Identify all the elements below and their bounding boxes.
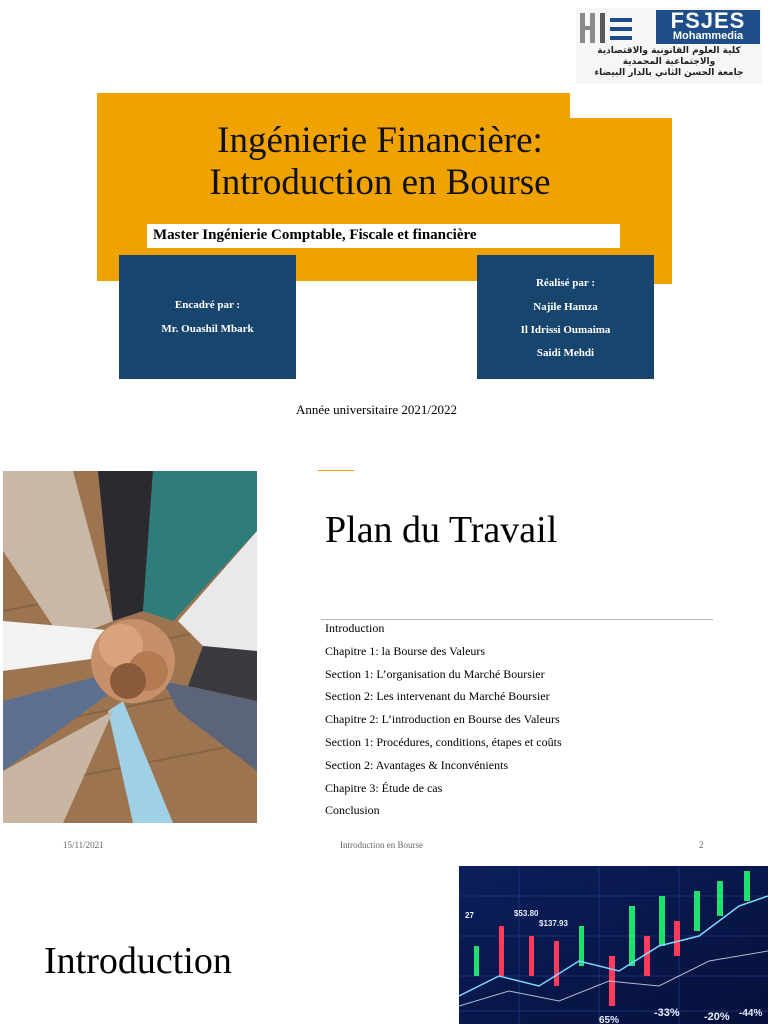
author-name: Saidi Mehdi (536, 347, 595, 359)
plan-divider (321, 619, 713, 620)
fsjes-acronym: FSJES (670, 8, 746, 33)
candlestick-chart-image (459, 866, 768, 1024)
author-name: Il Idrissi Oumaima (520, 324, 611, 336)
supervisor-box (119, 255, 296, 379)
toc-item: Section 2: Les intervenant du Marché Boursier (325, 689, 550, 703)
chart-label: $53.80 (514, 909, 539, 918)
supervisor-label: Encadré par : (174, 299, 241, 311)
chart-label: 65% (599, 1015, 620, 1024)
supervisor-name: Mr. Ouashil Mbark (161, 323, 254, 335)
toc-item: Chapitre 3: Étude de cas (325, 781, 443, 795)
author-name: Najile Hamza (533, 301, 598, 313)
fsjes-logo (576, 8, 762, 84)
footer-page-number: 2 (699, 840, 704, 850)
hands-together-photo (3, 471, 257, 823)
chart-label: -44% (739, 1008, 763, 1019)
chart-label: -20% (704, 1011, 730, 1023)
footer-date: 15/11/2021 (63, 840, 104, 850)
introduction-title: Introduction (44, 940, 232, 982)
chart-label: -33% (654, 1007, 680, 1019)
stock-market-image (459, 866, 768, 1024)
teamwork-hands-image (3, 471, 257, 823)
toc-item: Section 1: Procédures, conditions, étapes et coûts (325, 735, 562, 749)
accent-line (318, 470, 354, 471)
authors-box (477, 255, 654, 379)
arabic-university-name: جامعة الحسن الثاني بالدار البيضاء (594, 68, 744, 78)
university-emblem-icon (578, 10, 638, 46)
plan-title: Plan du Travail (325, 509, 558, 551)
subtitle-bar (147, 224, 620, 248)
arabic-faculty-name: كلية العلوم القانونية والاقتصادية (597, 46, 741, 56)
academic-year: Année universitaire 2021/2022 (295, 402, 457, 417)
program-subtitle: Master Ingénierie Comptable, Fiscale et financière (153, 227, 477, 243)
mohammedia-label: Mohammedia (672, 30, 744, 42)
chart-label: $137.93 (539, 919, 568, 928)
title-line-1: Ingénierie Financière: (217, 120, 543, 161)
footer-title: Introduction en Bourse (340, 840, 423, 850)
chart-label: 27 (465, 911, 474, 920)
authors-label: Réalisé par : (535, 277, 596, 289)
fsjes-badge (656, 10, 760, 44)
arabic-faculty-name-2: والاجتماعية المحمدية (622, 57, 716, 67)
presentation-title (130, 120, 630, 204)
toc-item: Chapitre 2: L’introduction en Bourse des Valeurs (325, 712, 560, 726)
toc-item: Introduction (325, 621, 385, 635)
toc-item: Section 2: Avantages & Inconvénients (325, 758, 509, 772)
title-line-2: Introduction en Bourse (209, 162, 551, 203)
toc-item: Conclusion (325, 803, 380, 817)
toc-item: Section 1: L’organisation du Marché Boursier (325, 667, 545, 681)
toc-item: Chapitre 1: la Bourse des Valeurs (325, 644, 486, 658)
slide-title (0, 0, 768, 430)
